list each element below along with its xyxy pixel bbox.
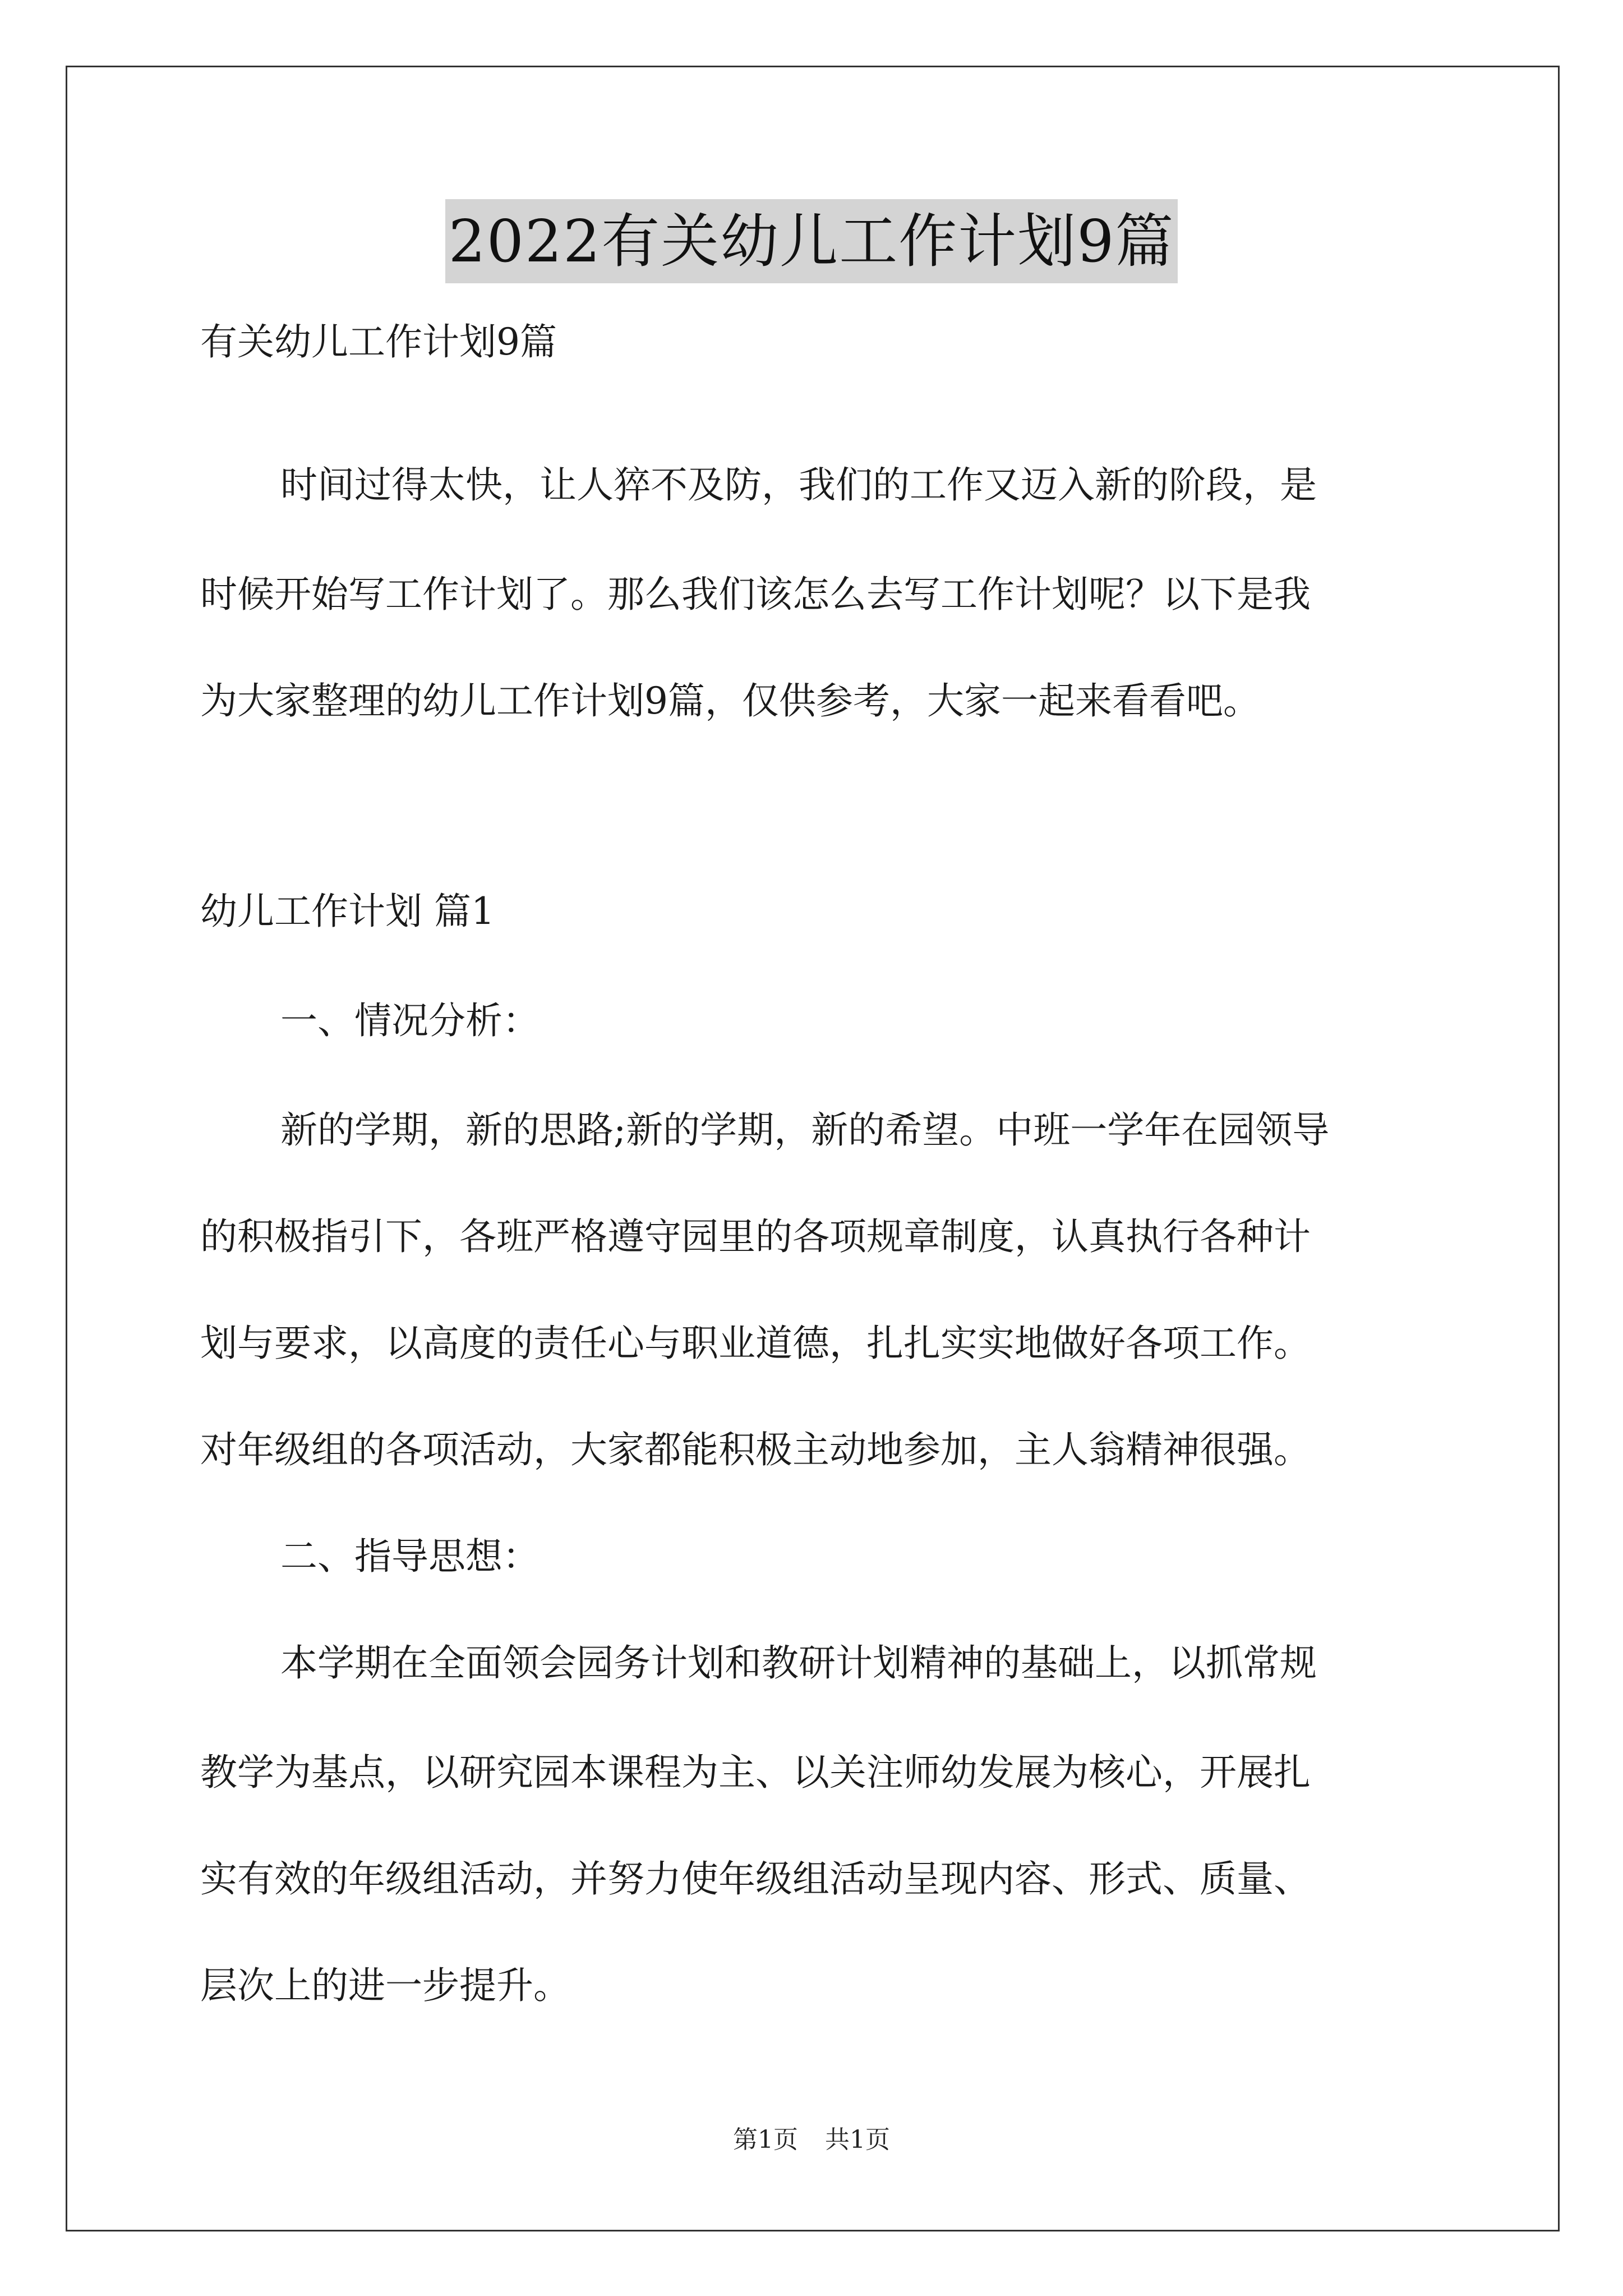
intro-line-2: 时候开始写工作计划了。那么我们该怎么去写工作计划呢？以下是我 — [200, 573, 1311, 616]
body-line: 本学期在全面领会园务计划和教研计划精神的基础上，以抓常规 — [280, 1641, 1317, 1685]
subheading-guiding: 二、指导思想： — [280, 1535, 540, 1578]
intro-line-3: 为大家整理的幼儿工作计划9篇，仅供参考，大家一起来看看吧。 — [200, 679, 1260, 723]
page-number-total: 共1页 — [825, 2125, 890, 2154]
title-container — [0, 199, 1623, 283]
section-heading: 幼儿工作计划 篇1 — [200, 890, 495, 933]
body-line: 划与要求，以高度的责任心与职业道德，扎扎实实地做好各项工作。 — [200, 1322, 1311, 1365]
body-line: 新的学期，新的思路;新的学期，新的希望。中班一学年在园领导 — [280, 1108, 1330, 1152]
body-line: 的积极指引下，各班严格遵守园里的各项规章制度，认真执行各种计 — [200, 1215, 1311, 1258]
body-line: 层次上的进一步提升。 — [200, 1964, 570, 2007]
page-number-current: 第1页 — [733, 2125, 798, 2154]
body-line: 对年级组的各项活动，大家都能积极主动地参加，主人翁精神很强。 — [200, 1428, 1311, 1471]
document-title: 2022有关幼儿工作计划9篇 — [445, 199, 1178, 283]
body-line: 实有效的年级组活动，并努力使年级组活动呈现内容、形式、质量、 — [200, 1857, 1311, 1901]
body-line: 教学为基点，以研究园本课程为主、以关注师幼发展为核心，开展扎 — [200, 1751, 1311, 1794]
subheading-situation: 一、情况分析： — [280, 999, 540, 1042]
subtitle-line: 有关幼儿工作计划9篇 — [200, 320, 557, 364]
intro-line-1: 时间过得太快，让人猝不及防，我们的工作又迈入新的阶段，是 — [280, 463, 1317, 507]
page-footer — [0, 2123, 1623, 2157]
